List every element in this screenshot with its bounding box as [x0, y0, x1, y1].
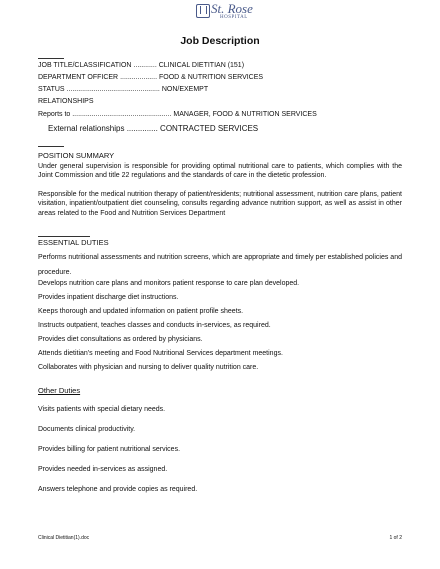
hospital-logo	[194, 2, 264, 24]
divider	[38, 146, 64, 147]
field-reports-to: Reports to ................................................... MANAGER, FOOD & NUTRITION SERVICES	[38, 111, 317, 118]
position-summary-paragraph-1: Under general supervision is responsible for providing optimal nutritional care to patients, which complies with the Joint Commission and title 22 regulations and the standards of care in the dietetic profession.	[38, 163, 402, 180]
other-duty-item: Provides billing for patient nutritional services.	[38, 446, 181, 453]
field-status: STATUS ................................................ NON/EXEMPT	[38, 86, 209, 93]
duty-item: Develops nutrition care plans and monitors patient response to care plan developed.	[38, 280, 300, 287]
essential-duties-heading: ESSENTIAL DUTIES	[38, 238, 109, 247]
footer-filename: Clinical Dietitian(1).doc	[38, 535, 90, 541]
logo-subtitle: HOSPITAL	[220, 15, 248, 20]
duty-item: Instructs outpatient, teaches classes and conducts in-services, as required.	[38, 322, 271, 329]
other-duty-item: Visits patients with special dietary needs.	[38, 406, 166, 413]
footer-page-number: 1 of 2	[389, 535, 402, 541]
logo-emblem-icon	[196, 4, 210, 18]
page-title: Job Description	[180, 35, 260, 47]
duty-item: Attends dietitian's meeting and Food Nutritional Services department meetings.	[38, 350, 283, 357]
divider	[38, 236, 90, 237]
position-summary-paragraph-2: Responsible for the medical nutrition therapy of patient/residents; nutritional assessment, nutrition care plans, patient visitation, inpatient/outpatient diet counseling, consults regarding advance nutrition support, as well as assist in other areas related to the Food and Nutrition Services Department	[38, 191, 402, 217]
other-duty-item: Answers telephone and provide copies as required.	[38, 486, 198, 493]
other-duty-item: Provides needed in-services as assigned.	[38, 466, 168, 473]
logo-name: St. Rose	[211, 1, 253, 16]
position-summary-heading: POSITION SUMMARY	[38, 151, 115, 160]
field-department: DEPARTMENT OFFICER ................... FOOD & NUTRITION SERVICES	[38, 74, 264, 81]
other-duties-heading: Other Duties	[38, 386, 81, 395]
duty-item: Collaborates with physician and nursing to deliver quality nutrition care.	[38, 364, 259, 371]
duty-item: Performs nutritional assessments and nutrition screens, which are appropriate and timely per established policies and procedure.	[38, 254, 402, 276]
field-external-relationships: External relationships .............. CONTRACTED SERVICES	[48, 124, 259, 133]
duty-item: Provides diet consultations as ordered by physicians.	[38, 336, 203, 343]
field-relationships: RELATIONSHIPS	[38, 98, 94, 105]
divider	[38, 58, 64, 59]
other-duty-item: Documents clinical productivity.	[38, 426, 136, 433]
duty-item: Keeps thorough and updated information on patient profile sheets.	[38, 308, 244, 315]
duty-item: Provides inpatient discharge diet instructions.	[38, 294, 179, 301]
field-job-title: JOB TITLE/CLASSIFICATION ............ CLINICAL DIETITIAN (151)	[38, 62, 245, 69]
